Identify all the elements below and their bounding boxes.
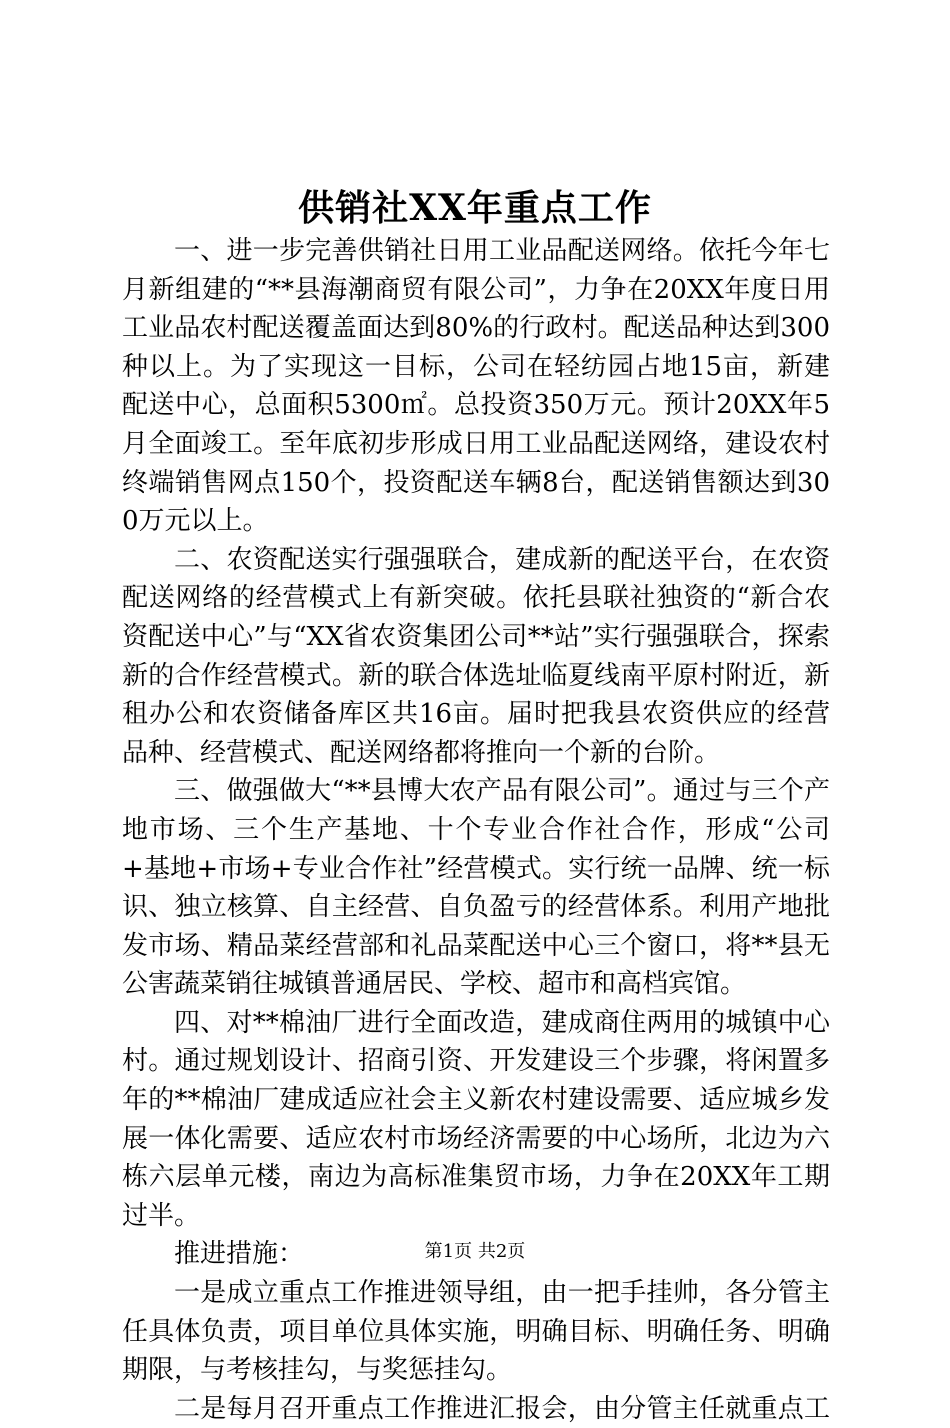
measures-heading: 推进措施： bbox=[174, 1239, 305, 1270]
paragraph-3: 三、做强做大“**县博大农产品有限公司”。通过与三个产地市场、三个生产基地、十个专业合作社合作，形成“公司+基地+市场+专业合作社”经营模式。实行统一品牌、统一标识、独立核算、自主经营、自负盈亏的经营体系。利用产地批发市场、精品菜经营部和礼品菜配送中心三个窗口，将**县无公害蔬菜销往城镇普通居民、学校、超市和高档宾馆。 bbox=[122, 776, 830, 1000]
paragraph-2: 二、农资配送实行强强联合，建成新的配送平台，在农资配送网络的经营模式上有新突破。依托县联社独资的“新合农资配送中心”与“XX省农资集团公司**站”实行强强联合，探索新的合作经营模式。新的联合体选址临夏线南平原村附近，新租办公和农资储备库区共16亩。届时把我县农资供应的经营品种、经营模式、配送网络都将推向一个新的台阶。 bbox=[122, 544, 830, 768]
paragraph-1: 一、进一步完善供销社日用工业品配送网络。依托今年七月新组建的“**县海潮商贸有限公司”，力争在20XX年度日用工业品农村配送覆盖面达到80%的行政村。配送品种达到300种以上。为了实现这一目标，公司在轻纺园占地15亩，新建配送中心，总面积5300㎡。总投资350万元。预计20XX年5月全面竣工。至年底初步形成日用工业品配送网络，建设农村终端销售网点150个，投资配送车辆8台，配送销售额达到300万元以上。 bbox=[122, 236, 830, 537]
measure-1: 一是成立重点工作推进领导组，由一把手挂帅，各分管主任具体负责，项目单位具体实施，明确目标、明确任务、明确期限，与考核挂勾，与奖惩挂勾。 bbox=[122, 1278, 830, 1386]
paragraph-4: 四、对**棉油厂进行全面改造，建成商住两用的城镇中心村。通过规划设计、招商引资、开发建设三个步骤，将闲置多年的**棉油厂建成适应社会主义新农村建设需要、适应城乡发展一体化需要、适应农村市场经济需要的中心场所，北边为六栋六层单元楼，南边为高标准集贸市场，力争在20XX年工期过半。 bbox=[122, 1007, 830, 1231]
page-footer: 第1页 共2页 bbox=[424, 1241, 526, 1262]
document-title: 供销社XX年重点工作 bbox=[298, 187, 652, 229]
measure-2: 二是每月召开重点工作推进汇报会，由分管主任就重点工 bbox=[174, 1393, 830, 1424]
